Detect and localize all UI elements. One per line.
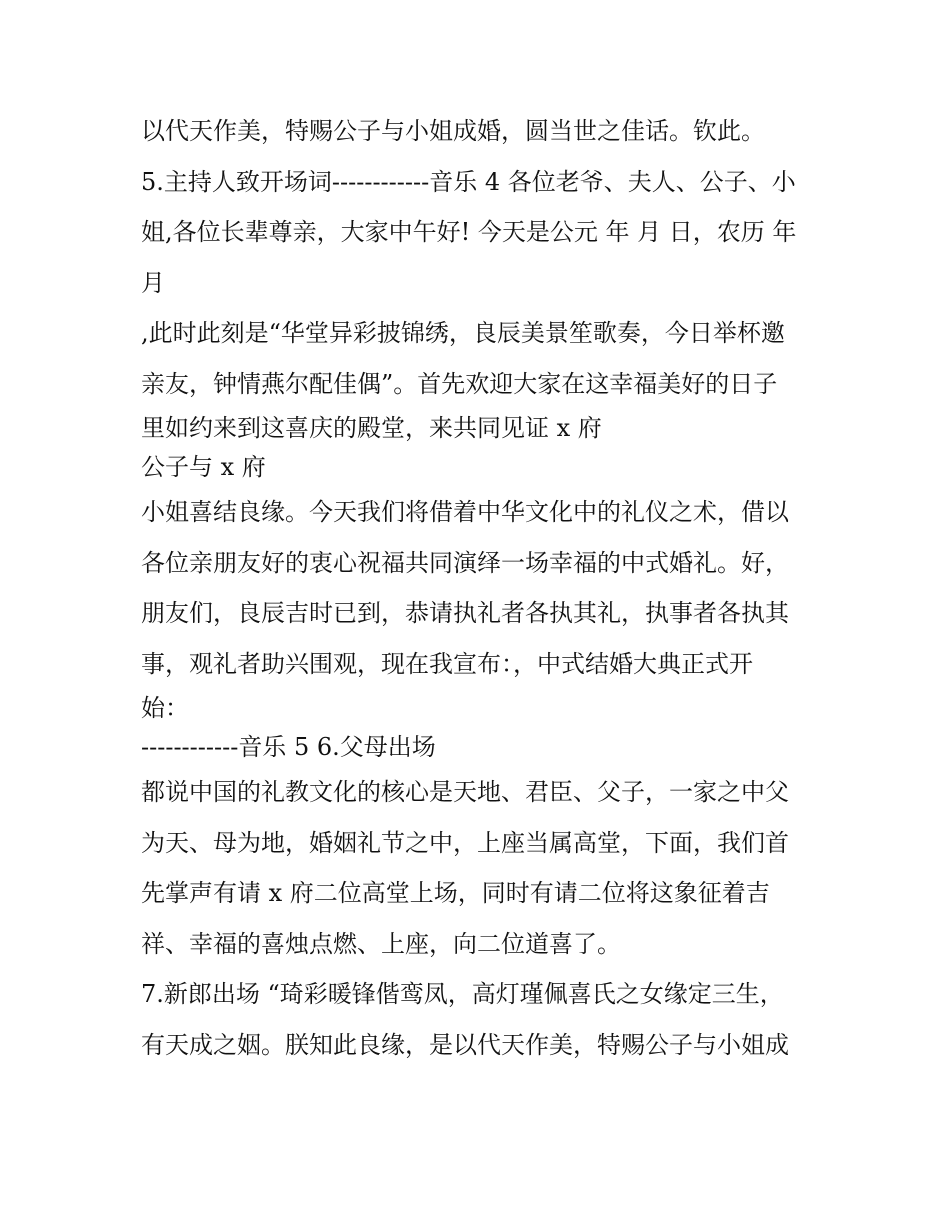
text-line: 有天成之姻。朕知此良缘，是以代天作美，特赐公子与小姐成	[141, 1030, 789, 1059]
text-line: 5.主持人致开场词------------音乐 4 各位老爷、夫人、公子、小	[141, 167, 796, 196]
text-line: 以代天作美，特赐公子与小姐成婚，圆当世之佳话。钦此。	[141, 117, 765, 145]
text-line: 各位亲朋友好的衷心祝福共同演绎一场幸福的中式婚礼。好，	[141, 548, 789, 577]
text-line: 朋友们，良辰吉时已到，恭请执礼者各执其礼，执事者各执其	[141, 599, 789, 627]
text-line: 始：	[141, 694, 189, 722]
text-line: ,此时此刻是“华堂异彩披锦绣，良辰美景笙歌奏，今日举杯邀	[141, 319, 785, 347]
document-body	[141, 106, 831, 1070]
text-line: 都说中国的礼教文化的核心是天地、君臣、父子，一家之中父	[141, 778, 789, 806]
text-line: 里如约来到这喜庆的殿堂，来共同见证 x 府	[141, 414, 602, 442]
text-line: 先掌声有请 x 府二位高堂上场，同时有请二位将这象征着吉	[141, 879, 770, 907]
text-line: ------------音乐 5 6.父母出场	[141, 733, 436, 761]
text-line: 姐,各位长辈尊亲，大家中午好! 今天是公元 年 月 日，农历 年	[141, 218, 797, 246]
text-line: 祥、幸福的喜烛点燃、上座，向二位道喜了。	[141, 929, 621, 958]
text-line: 公子与 x 府	[141, 453, 266, 481]
text-line: 7.新郎出场 “琦彩暖锋偕鸾凤，高灯瑾佩喜氏之女缘定三生，	[141, 980, 784, 1008]
text-line: 为天、母为地，婚姻礼节之中，上座当属高堂，下面，我们首	[141, 828, 789, 857]
text-line: 月	[141, 268, 165, 297]
text-line: 事，观礼者助兴围观，现在我宣布：，中式结婚大典正式开	[141, 649, 753, 678]
text-line: 亲友，钟情燕尔配佳偶”。首先欢迎大家在这幸福美好的日子	[141, 369, 778, 398]
text-line: 小姐喜结良缘。今天我们将借着中华文化中的礼仪之术，借以	[141, 498, 789, 526]
